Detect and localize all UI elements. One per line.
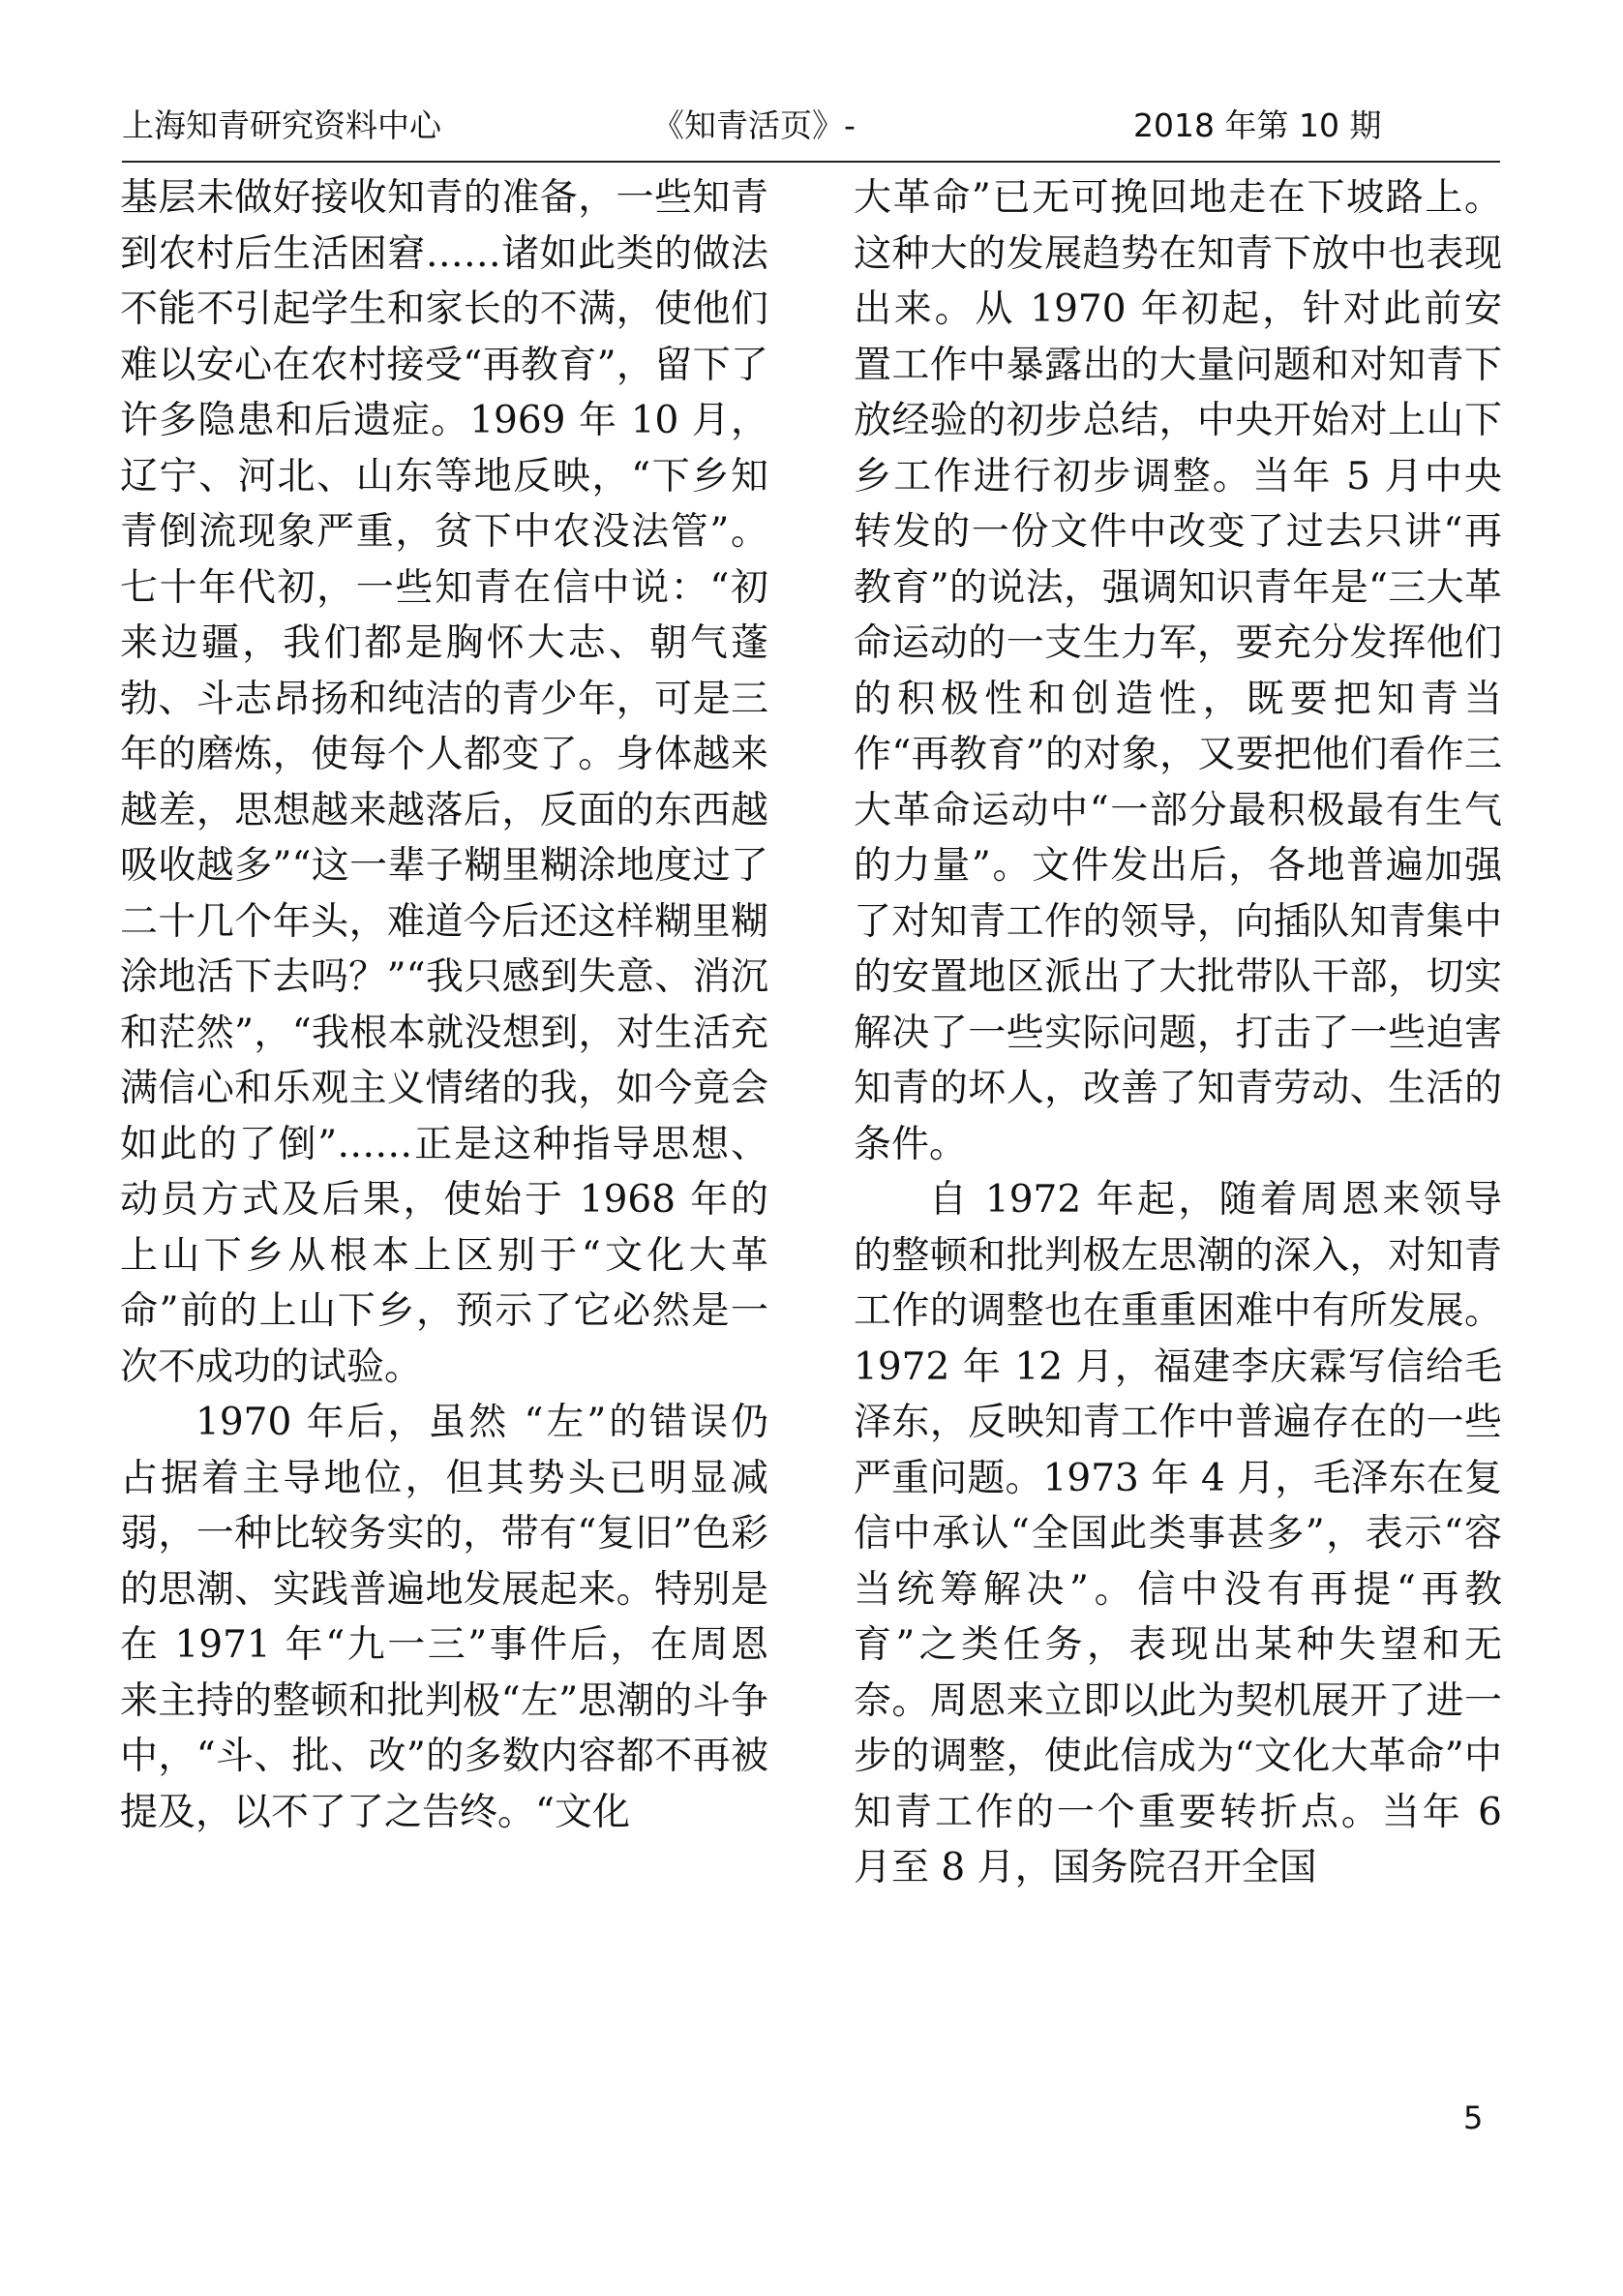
running-header <box>122 105 1496 147</box>
paragraph: 自 1972 年起，随着周恩来领导的整顿和批判极左思潮的深入，对知青工作的调整也在重重困难中有所发展。1972 年 12 月，福建李庆霖写信给毛泽东，反映知青工作中普遍存在的一些严重问题。1973 年 4 月，毛泽东在复信中承认“全国此类事甚多”，表示“容当统筹解决”。信中没有再提“再教育”之类任务，表现出某种失望和无奈。周恩来立即以此为契机展开了进一步的调整，使此信成为“文化大革命”中知青工作的一个重要转折点。当年 6 月至 8 月，国务院召开全国 <box>854 1178 1502 1889</box>
text-column-right <box>854 170 1502 1896</box>
header-publication-title: 《知青活页》- <box>652 106 856 144</box>
page-number: 5 <box>1463 2100 1484 2136</box>
paragraph-continued: 基层未做好接收知青的准备，一些知青到农村后生活困窘……诸如此类的做法不能不引起学生和家长的不满，使他们难以安心在农村接受“再教育”，留下了许多隐患和后遗症。1969 年 10 月，辽宁、河北、山东等地反映，“下乡知青倒流现象严重，贫下中农没法管”。七十年代初，一些知青在信中说：“初来边疆，我们都是胸怀大志、朝气蓬勃、斗志昂扬和纯洁的青少年，可是三年的磨炼，使每个人都变了。身体越来越差，思想越来越落后，反面的东西越吸收越多”“这一辈子糊里糊涂地度过了二十几个年头，难道今后还这样糊里糊涂地活下去吗？”“我只感到失意、消沉和茫然”，“我根本就没想到，对生活充满信心和乐观主义情绪的我，如今竟会如此的了倒”……正是这种指导思想、动员方式及后果，使始于 1968 年的上山下乡从根本上区别于“文化大革命”前的上山下乡，预示了它必然是一次不成功的试验。 <box>120 176 768 1389</box>
header-issue: 2018 年第 10 期 <box>1133 106 1382 144</box>
header-rule <box>122 161 1500 163</box>
header-publisher: 上海知青研究资料中心 <box>122 106 441 144</box>
paragraph: 1970 年后，虽然 “左”的错误仍占据着主导地位，但其势头已明显减弱，一种比较务实的，带有“复旧”色彩的思潮、实践普遍地发展起来。特别是在 1971 年“九一三”事件后，在周恩来主持的整顿和批判极“左”思潮的斗争中，“斗、批、改”的多数内容都不再被提及，以不了了之告终。“文化 <box>120 1401 768 1834</box>
text-column-left <box>120 170 768 1840</box>
paragraph-continued: 大革命”已无可挽回地走在下坡路上。这种大的发展趋势在知青下放中也表现出来。从 1970 年初起，针对此前安置工作中暴露出的大量问题和对知青下放经验的初步总结，中央开始对上山下乡工作进行初步调整。当年 5 月中央转发的一份文件中改变了过去只讲“再教育”的说法，强调知识青年是“三大革命运动的一支生力军，要充分发挥他们的积极性和创造性，既要把知青当作“再教育”的对象，又要把他们看作三大革命运动中“一部分最积极最有生气的力量”。文件发出后，各地普遍加强了对知青工作的领导，向插队知青集中的安置地区派出了大批带队干部，切实解决了一些实际问题，打击了一些迫害知青的坏人，改善了知青劳动、生活的条件。 <box>854 176 1502 1166</box>
